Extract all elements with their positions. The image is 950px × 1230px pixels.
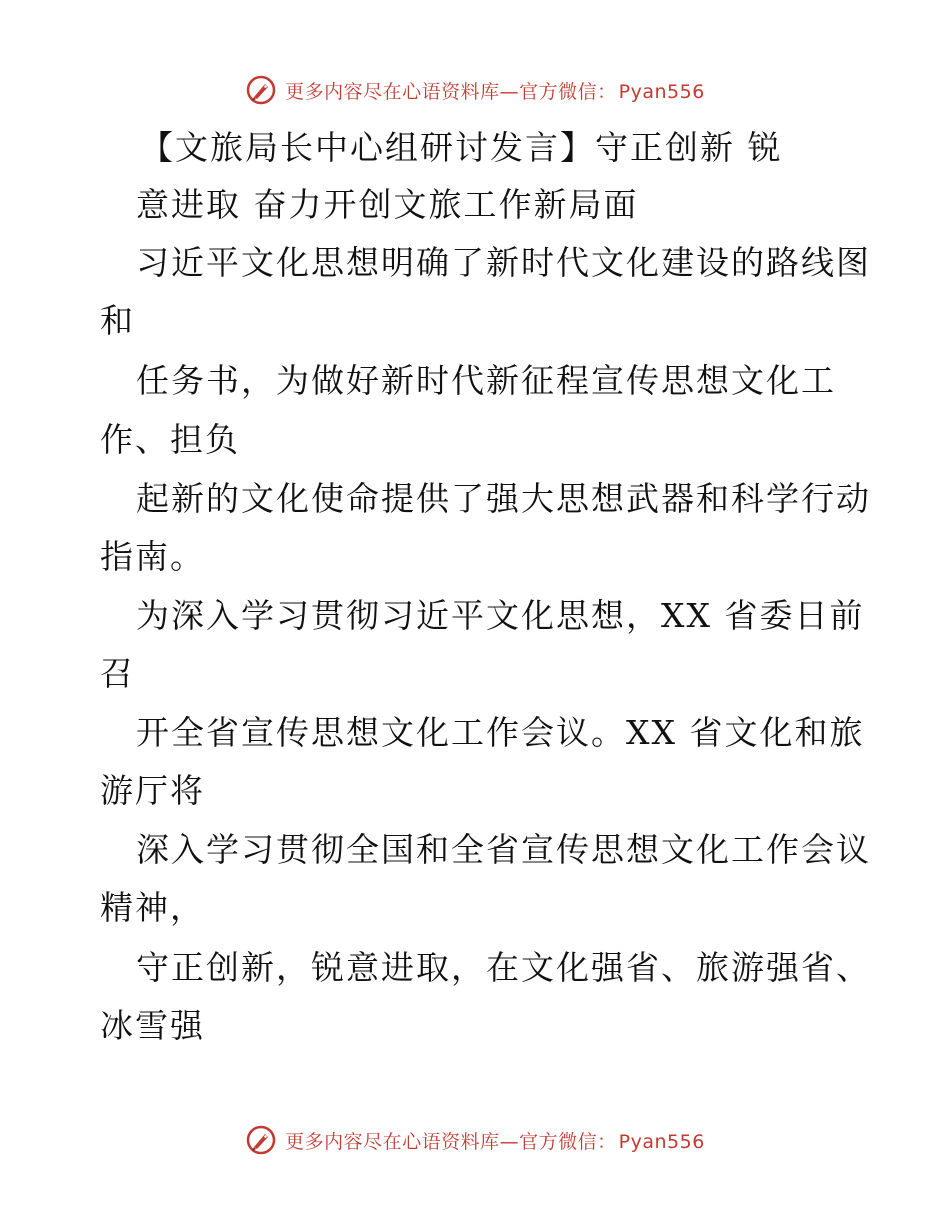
watermark-account: Pyan556 <box>618 1130 705 1153</box>
body-line: 守正创新，锐意进取，在文化强省、旅游强省、 <box>136 948 871 987</box>
body-line: 起新的文化使命提供了强大思想武器和科学行动 <box>136 479 871 518</box>
body-line: 召 <box>100 654 135 693</box>
header-watermark <box>0 70 950 110</box>
body-line: 冰雪强 <box>100 1006 205 1045</box>
body-line: 指南。 <box>100 537 205 576</box>
pen-nib-logo-icon <box>245 74 277 106</box>
body-line: 精神， <box>100 888 205 927</box>
body-line: 任务书，为做好新时代新征程宣传思想文化工 <box>136 361 836 400</box>
watermark-label: 更多内容尽在心语资料库—官方微信： <box>285 1130 617 1153</box>
body-line: 和 <box>100 301 135 340</box>
watermark-label: 更多内容尽在心语资料库—官方微信： <box>285 80 617 103</box>
body-line: 作、担负 <box>100 420 240 459</box>
watermark-text <box>285 1127 705 1154</box>
watermark-account: Pyan556 <box>618 80 705 103</box>
watermark-text <box>285 77 705 104</box>
body-line: 为深入学习贯彻习近平文化思想，XX 省委日前 <box>136 596 865 635</box>
pen-nib-logo-icon <box>245 1124 277 1156</box>
document-title-line-1: 【文旅局长中心组研讨发言】守正创新 锐 <box>140 128 783 167</box>
body-line: 深入学习贯彻全国和全省宣传思想文化工作会议 <box>136 830 871 869</box>
body-line: 游厅将 <box>100 771 205 810</box>
body-line: 习近平文化思想明确了新时代文化建设的路线图 <box>136 243 871 282</box>
footer-watermark <box>0 1120 950 1160</box>
document-title-line-2: 意进取 奋力开创文旅工作新局面 <box>136 185 639 224</box>
body-line: 开全省宣传思想文化工作会议。XX 省文化和旅 <box>136 713 865 752</box>
